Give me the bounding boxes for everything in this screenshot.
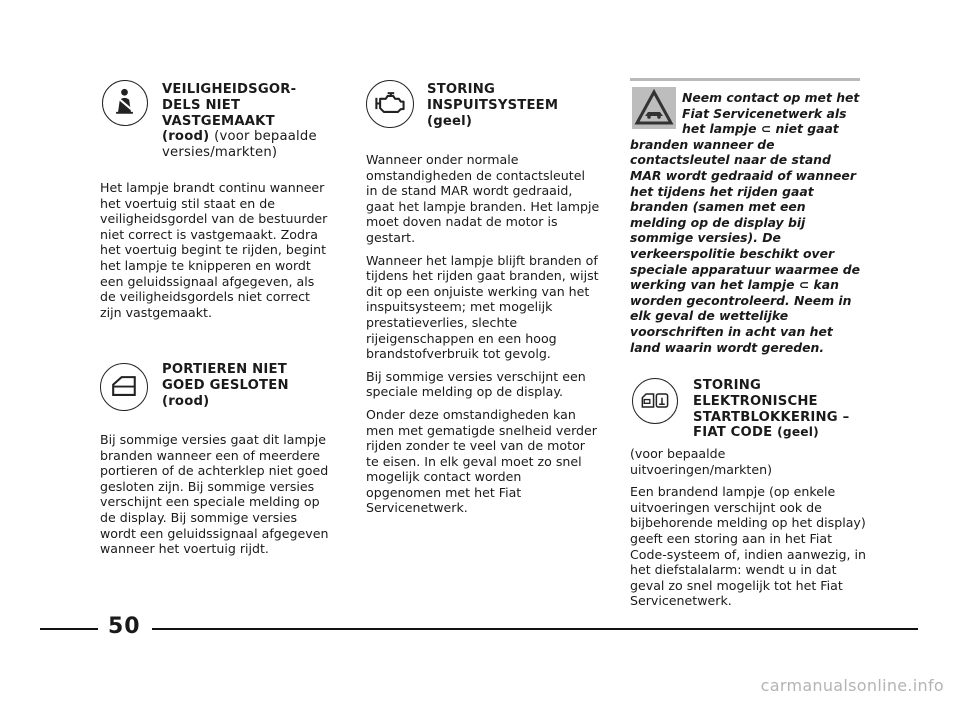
warning-text <box>630 90 866 355</box>
door-open-warning-icon <box>100 363 148 411</box>
doors-body <box>100 432 334 564</box>
seatbelt-paragraph: Het lampje brandt continu wanneer het voertuig stil staat en de veiligheidsgordel van de bestuurder niet correct is vastgemaakt. Zodra het voertuig begint te rijden, begint het lampje te knipperen en wordt een geluidssignaal afgegeven, als de veiligheidsgordels niet correct zijn vastgemaakt. <box>100 180 328 320</box>
immobilizer-color: (geel) <box>777 425 819 440</box>
warning-divider <box>630 78 860 81</box>
immobilizer-heading <box>693 378 873 441</box>
warning-note <box>630 78 861 355</box>
footer-rule-left <box>40 628 98 630</box>
warning-paragraph: Neem contact op met het Fiat Servicenetwerk als het lampje ⊂ niet gaat branden wanneer de contactsleutel naar de stand MAR wordt gedraaid of wanneer het tijdens het rijden gaat branden (samen met een melding op de display bij sommige versies). De verkeerspolitie beschikt over speciale apparatuur waarmee de werking van het lampje ⊂ kan worden gecontroleerd. Neem in elk geval de wettelijke voorschriften in acht van het land waarin wordt gereden. <box>630 90 861 355</box>
engine-fault-icon <box>366 80 414 128</box>
doors-heading <box>162 362 332 409</box>
page-number: 50 <box>108 614 141 639</box>
seatbelt-note: (voor bepaalde versies/markten) <box>162 129 317 161</box>
warning-text-indent <box>630 90 682 130</box>
engine-icon <box>367 81 412 126</box>
injection-paragraph-4: Onder deze omstandigheden kan men met gematigde snelheid verder rijden zonder te veel van de motor te eisen. In elk geval moet zo snel mogelijk contact worden opgenomen met het Fiat Servicenetwerk. <box>366 406 597 516</box>
injection-paragraph-2: Wanneer het lampje blijft branden of tijdens het rijden gaat branden, wijst dit op een onjuiste werking van het inspuitsysteem; met mogelijk prestatieverlies, slechte rijeigenschappen en een hoog brandstofverbruik tot gevolg. <box>366 252 599 362</box>
immobilizer-paragraph: Een brandend lampje (op enkele uitvoeringen verschijnt ook de bijbehorende melding op het display) geeft een storing aan in het Fiat Code-systeem of, indien aanwezig, in het diefstalalarm: wendt u in dat geval zo snel mogelijk tot het Fiat Servicenetwerk. <box>630 484 866 609</box>
injection-color: (geel) <box>427 113 473 129</box>
immobilizer-note: (voor bepaalde uitvoeringen/markten) <box>630 446 772 477</box>
seatbelt-warning-icon <box>102 80 148 126</box>
car-key-icon <box>633 379 676 422</box>
injection-body <box>366 152 600 523</box>
injection-paragraph-1: Wanneer onder normale omstandigheden de contactsleutel in de stand MAR wordt gedraaid, gaat het lampje branden. Het lampje moet doven nadat de motor is gestart. <box>366 152 600 245</box>
immobilizer-body <box>630 446 868 616</box>
immobilizer-title: STORING ELEKTRONISCHE STARTBLOKKERING – FIAT CODE <box>693 378 850 441</box>
immobilizer-icon <box>632 378 678 424</box>
doors-color: (rood) <box>162 393 210 409</box>
doors-title: PORTIEREN NIET GOED GESLOTEN <box>162 362 289 393</box>
footer-rule-right <box>152 628 918 630</box>
seatbelt-heading <box>162 82 322 161</box>
injection-title: STORING INSPUITSYSTEEM <box>427 82 559 113</box>
seatbelt-title: VEILIGHEIDSGOR- DELS NIET VASTGEMAAKT <box>162 82 297 129</box>
seatbelt-body <box>100 180 332 327</box>
seatbelt-person-icon <box>103 81 146 124</box>
seatbelt-color: (rood) <box>162 129 210 145</box>
injection-heading <box>427 82 597 129</box>
car-door-icon <box>101 364 146 409</box>
doors-paragraph: Bij sommige versies gaat dit lampje branden wanneer een of meerdere portieren of de achterklep niet goed gesloten zijn. Bij sommige versies verschijnt een speciale melding op de display. Bij sommige versies wordt een geluidssignaal afgegeven wanneer het voertuig rijdt. <box>100 432 329 557</box>
injection-paragraph-3: Bij sommige versies verschijnt een speciale melding op de display. <box>366 368 586 400</box>
watermark: carmanualsonline.info <box>760 676 944 695</box>
